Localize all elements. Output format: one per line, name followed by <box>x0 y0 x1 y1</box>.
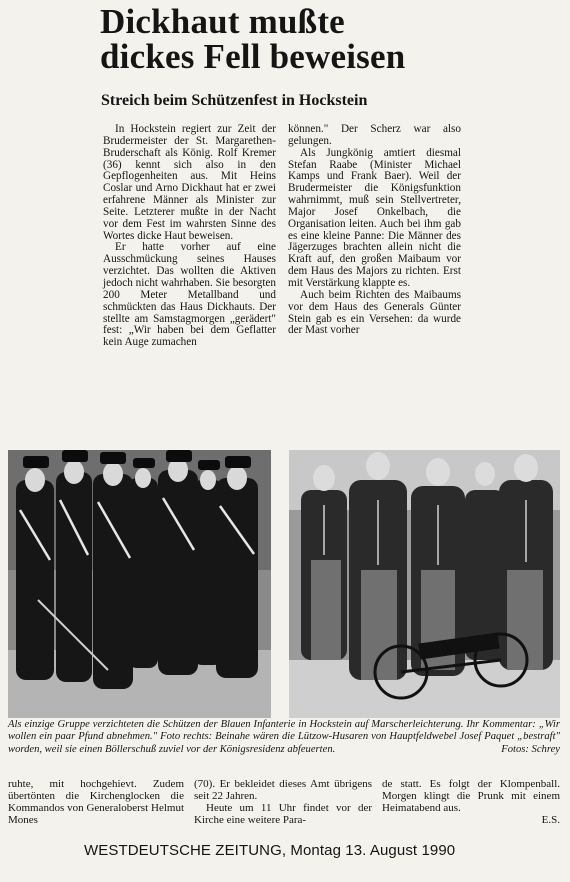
article-bottom-column-3 <box>382 779 560 827</box>
publication-date: Montag 13. August 1990 <box>290 842 456 859</box>
article-bottom-column-2 <box>194 779 372 827</box>
headline-line-1: Dickhaut mußte <box>100 2 345 41</box>
photo-right-image <box>289 450 560 718</box>
paragraph: Er hatte vorher auf eine Ausschmückung seines Hauses verzichtet. Das wollten die Aktiven jedoch nicht wahrhaben. Sie besorgten 200 Meter Metallband und schmückten das Haus Dickhauts. Der stellte am Samstagmorgen „gerädert" fest: „Wir haben bei dem Geflatter kein Auge zumachen <box>103 241 276 349</box>
photo-blue-infantry <box>8 450 271 718</box>
photo-credit: Fotos: Schrey <box>501 743 560 755</box>
paragraph: Auch beim Richten des Maibaums vor dem Haus des Generals Günter Stein gab es ein Versehen: da wurde der Mast vorher <box>288 288 461 337</box>
article-bottom-column-1 <box>8 779 184 827</box>
paragraph: Heute um 11 Uhr findet vor der Kirche eine weitere Para- <box>194 801 372 826</box>
headline-line-2: dickes Fell beweisen <box>100 37 406 76</box>
subheadline: Streich beim Schützenfest in Hockstein <box>101 92 368 109</box>
headline <box>100 4 540 74</box>
paragraph: ruhte, mit hochgehievt. Zudem übertönten die Kirchenglocken die Kommandos von Generaloberst Helmut Mones <box>8 778 184 826</box>
paragraph: können." Der Scherz war also gelungen. <box>288 123 461 147</box>
newspaper-masthead <box>84 842 544 859</box>
paragraph: de statt. Es folgt der Klompenball. Morgen klingt die Prunk mit einem Heimatabend aus. <box>382 778 560 814</box>
photo-left-image <box>8 450 271 718</box>
paragraph: Als Jungkönig amtiert diesmal Stefan Raabe (Minister Michael Kamps und Frank Baer). Weil der Brudermeister die Königsfunktion wahrnimmt, muß sein Stellvertreter, Major Josef Onkelbach, die Organisation leiten. Auch bei ihm gab es eine kleine Panne: Die Männer des Jägerzuges brachten allein nicht die Kraft auf, den großen Maibaum vor dem Haus des Majors zu richten. Erst mit Verstärkung klappte es. <box>288 146 461 289</box>
photo-luetzow-hussars <box>289 450 560 718</box>
article-column-2 <box>288 124 461 337</box>
newspaper-name: WESTDEUTSCHE ZEITUNG, <box>84 842 287 859</box>
photo-caption <box>8 719 560 756</box>
author-signature: E.S. <box>541 813 560 826</box>
caption-text: Als einzige Gruppe verzichteten die Schützen der Blauen Infanterie in Hockstein auf Marscherleichterung. Ihr Kommentar: „Wir wollen ein paar Pfund abnehmen." Foto rechts: Beinahe wären die Lützow-Husaren von Hauptfeldwebel Josef Paquet „bestraft" worden, weil sie einen Böllerschuß zuviel vor der Königsresidenz abfeuerten. <box>8 719 560 755</box>
paragraph: (70). Er bekleidet dieses Amt übrigens seit 22 Jahren. <box>194 778 372 802</box>
paragraph: In Hockstein regiert zur Zeit der Brudermeister der St. Margarethen-Bruderschaft als König. Rolf Kremer (36) kennt sich also in den Gepflogenheiten aus. Mit Heins Coslar und Arno Dickhaut hat er zwei erfahrene Männer als Minister zur Seite. Letzterer mußte in der Nacht vor dem Fest im wahrsten Sinne des Wortes dicke Haut beweisen. <box>103 123 276 242</box>
article-column-1 <box>103 124 276 349</box>
